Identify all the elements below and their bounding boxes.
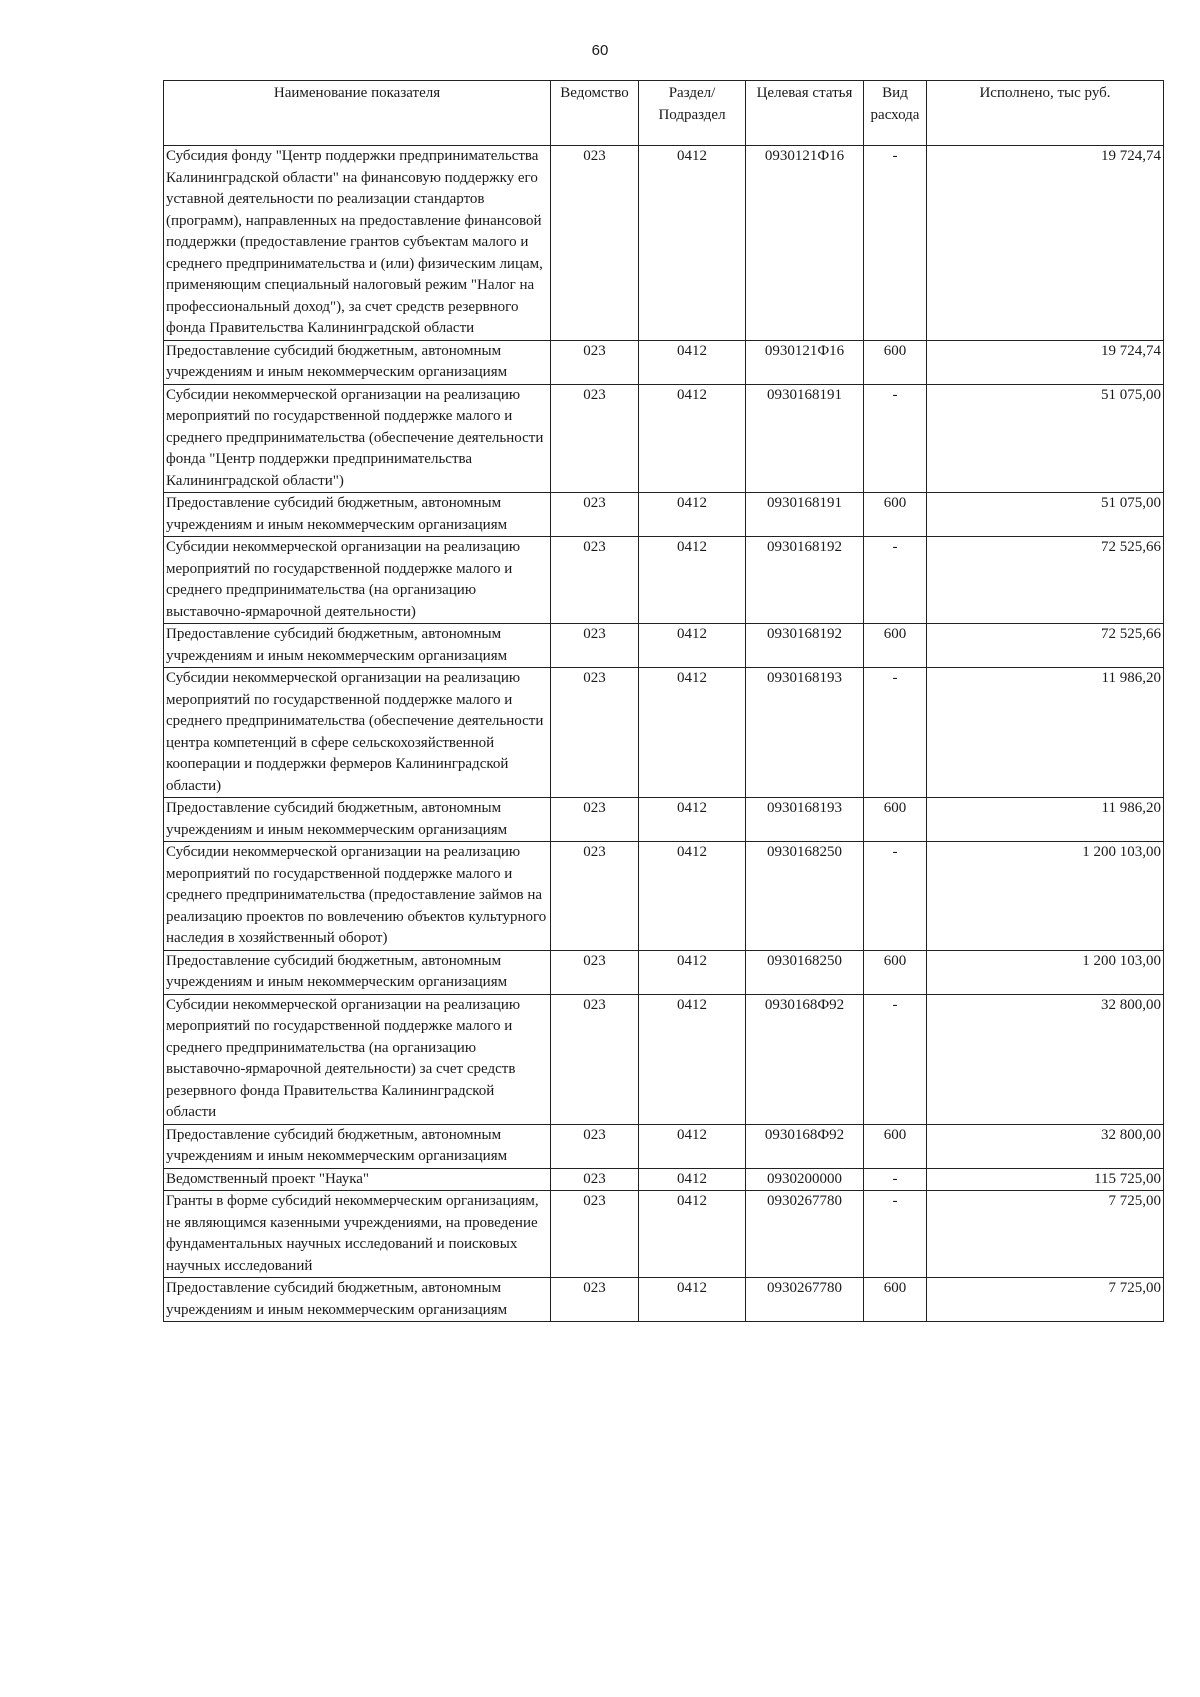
row-amount: 11 986,20 xyxy=(927,798,1164,842)
table-row xyxy=(164,340,1164,384)
header-section: Раздел/ Подраздел xyxy=(639,81,746,146)
row-department: 023 xyxy=(551,624,639,668)
row-name: Предоставление субсидий бюджетным, автономным учреждениям и иным некоммерческим организациям xyxy=(164,340,551,384)
row-section: 0412 xyxy=(639,668,746,798)
table-row xyxy=(164,1278,1164,1322)
table-row xyxy=(164,146,1164,341)
table-header-row xyxy=(164,81,1164,146)
row-name: Ведомственный проект "Наука" xyxy=(164,1168,551,1191)
table-row xyxy=(164,1191,1164,1278)
row-section: 0412 xyxy=(639,1124,746,1168)
row-expense-type: - xyxy=(864,384,927,493)
row-amount: 1 200 103,00 xyxy=(927,950,1164,994)
row-article: 0930200000 xyxy=(746,1168,864,1191)
row-expense-type: 600 xyxy=(864,340,927,384)
row-article: 0930168192 xyxy=(746,537,864,624)
row-expense-type: - xyxy=(864,1168,927,1191)
row-section: 0412 xyxy=(639,842,746,951)
table-row xyxy=(164,994,1164,1124)
row-name: Субсидии некоммерческой организации на реализацию мероприятий по государственной поддержке малого и среднего предпринимательства (на организацию выставочно-ярмарочной деятельности) xyxy=(164,537,551,624)
row-section: 0412 xyxy=(639,146,746,341)
row-department: 023 xyxy=(551,1191,639,1278)
table-row xyxy=(164,950,1164,994)
row-name: Субсидии некоммерческой организации на реализацию мероприятий по государственной поддержке малого и среднего предпринимательства (обеспечение деятельности фонда "Центр поддержки предпринимательства Калининградской области") xyxy=(164,384,551,493)
row-name: Предоставление субсидий бюджетным, автономным учреждениям и иным некоммерческим организациям xyxy=(164,798,551,842)
row-department: 023 xyxy=(551,384,639,493)
row-amount: 32 800,00 xyxy=(927,1124,1164,1168)
header-name: Наименование показателя xyxy=(164,81,551,146)
row-section: 0412 xyxy=(639,384,746,493)
table-row xyxy=(164,1124,1164,1168)
table-row xyxy=(164,668,1164,798)
row-department: 023 xyxy=(551,493,639,537)
row-name: Предоставление субсидий бюджетным, автономным учреждениям и иным некоммерческим организациям xyxy=(164,1278,551,1322)
row-article: 0930168Ф92 xyxy=(746,1124,864,1168)
budget-table xyxy=(163,80,1164,1322)
row-expense-type: - xyxy=(864,146,927,341)
row-amount: 72 525,66 xyxy=(927,624,1164,668)
row-amount: 115 725,00 xyxy=(927,1168,1164,1191)
row-article: 0930121Ф16 xyxy=(746,146,864,341)
row-department: 023 xyxy=(551,950,639,994)
row-section: 0412 xyxy=(639,537,746,624)
row-amount: 1 200 103,00 xyxy=(927,842,1164,951)
header-department: Ведомство xyxy=(551,81,639,146)
row-department: 023 xyxy=(551,146,639,341)
row-department: 023 xyxy=(551,842,639,951)
row-name: Предоставление субсидий бюджетным, автономным учреждениям и иным некоммерческим организациям xyxy=(164,493,551,537)
row-article: 0930168Ф92 xyxy=(746,994,864,1124)
table-row xyxy=(164,842,1164,951)
row-article: 0930267780 xyxy=(746,1278,864,1322)
row-department: 023 xyxy=(551,1278,639,1322)
row-section: 0412 xyxy=(639,493,746,537)
table-row xyxy=(164,624,1164,668)
row-name: Предоставление субсидий бюджетным, автономным учреждениям и иным некоммерческим организациям xyxy=(164,1124,551,1168)
row-name: Гранты в форме субсидий некоммерческим организациям, не являющимся казенными учреждениями, на проведение фундаментальных научных исследований и поисковых научных исследований xyxy=(164,1191,551,1278)
row-article: 0930168192 xyxy=(746,624,864,668)
row-amount: 32 800,00 xyxy=(927,994,1164,1124)
row-expense-type: - xyxy=(864,1191,927,1278)
row-amount: 11 986,20 xyxy=(927,668,1164,798)
row-expense-type: - xyxy=(864,537,927,624)
row-article: 0930168250 xyxy=(746,950,864,994)
row-amount: 51 075,00 xyxy=(927,493,1164,537)
row-section: 0412 xyxy=(639,1168,746,1191)
header-article: Целевая статья xyxy=(746,81,864,146)
row-name: Предоставление субсидий бюджетным, автономным учреждениям и иным некоммерческим организациям xyxy=(164,950,551,994)
header-amount: Исполнено, тыс руб. xyxy=(927,81,1164,146)
header-expense-type: Вид расхода xyxy=(864,81,927,146)
table-row xyxy=(164,384,1164,493)
row-expense-type: 600 xyxy=(864,493,927,537)
row-amount: 72 525,66 xyxy=(927,537,1164,624)
row-section: 0412 xyxy=(639,798,746,842)
row-name: Предоставление субсидий бюджетным, автономным учреждениям и иным некоммерческим организациям xyxy=(164,624,551,668)
row-expense-type: 600 xyxy=(864,624,927,668)
row-amount: 51 075,00 xyxy=(927,384,1164,493)
row-article: 0930121Ф16 xyxy=(746,340,864,384)
row-article: 0930168191 xyxy=(746,384,864,493)
row-department: 023 xyxy=(551,994,639,1124)
row-amount: 19 724,74 xyxy=(927,340,1164,384)
table-row xyxy=(164,798,1164,842)
row-section: 0412 xyxy=(639,1278,746,1322)
row-department: 023 xyxy=(551,1124,639,1168)
row-section: 0412 xyxy=(639,950,746,994)
row-expense-type: 600 xyxy=(864,1278,927,1322)
row-section: 0412 xyxy=(639,624,746,668)
row-section: 0412 xyxy=(639,1191,746,1278)
row-article: 0930168193 xyxy=(746,798,864,842)
row-department: 023 xyxy=(551,798,639,842)
table-row xyxy=(164,1168,1164,1191)
table-row xyxy=(164,537,1164,624)
row-amount: 7 725,00 xyxy=(927,1278,1164,1322)
row-section: 0412 xyxy=(639,340,746,384)
row-name: Субсидия фонду "Центр поддержки предпринимательства Калининградской области" на финансовую поддержку его уставной деятельности по реализации стандартов (программ), направленных на предоставление финансовой поддержки (предоставление грантов субъектам малого и среднего предпринимательства и (или) физическим лицам, применяющим специальный налоговый режим "Налог на профессиональный доход"), за счет средств резервного фонда Правительства Калининградской области xyxy=(164,146,551,341)
row-department: 023 xyxy=(551,668,639,798)
row-name: Субсидии некоммерческой организации на реализацию мероприятий по государственной поддержке малого и среднего предпринимательства (обеспечение деятельности центра компетенций в сфере сельскохозяйственной кооперации и поддержки фермеров Калининградской области) xyxy=(164,668,551,798)
row-department: 023 xyxy=(551,340,639,384)
row-amount: 7 725,00 xyxy=(927,1191,1164,1278)
row-department: 023 xyxy=(551,1168,639,1191)
row-article: 0930168191 xyxy=(746,493,864,537)
row-department: 023 xyxy=(551,537,639,624)
row-article: 0930267780 xyxy=(746,1191,864,1278)
row-name: Субсидии некоммерческой организации на реализацию мероприятий по государственной поддержке малого и среднего предпринимательства (предоставление займов на реализацию проектов по вовлечению объектов культурного наследия в хозяйственный оборот) xyxy=(164,842,551,951)
row-name: Субсидии некоммерческой организации на реализацию мероприятий по государственной поддержке малого и среднего предпринимательства (на организацию выставочно-ярмарочной деятельности) за счет средств резервного фонда Правительства Калининградской области xyxy=(164,994,551,1124)
row-expense-type: - xyxy=(864,842,927,951)
table-row xyxy=(164,493,1164,537)
page-number: 60 xyxy=(591,42,609,59)
row-expense-type: 600 xyxy=(864,1124,927,1168)
row-amount: 19 724,74 xyxy=(927,146,1164,341)
row-expense-type: 600 xyxy=(864,950,927,994)
row-expense-type: 600 xyxy=(864,798,927,842)
row-expense-type: - xyxy=(864,668,927,798)
row-article: 0930168193 xyxy=(746,668,864,798)
row-expense-type: - xyxy=(864,994,927,1124)
row-section: 0412 xyxy=(639,994,746,1124)
row-article: 0930168250 xyxy=(746,842,864,951)
